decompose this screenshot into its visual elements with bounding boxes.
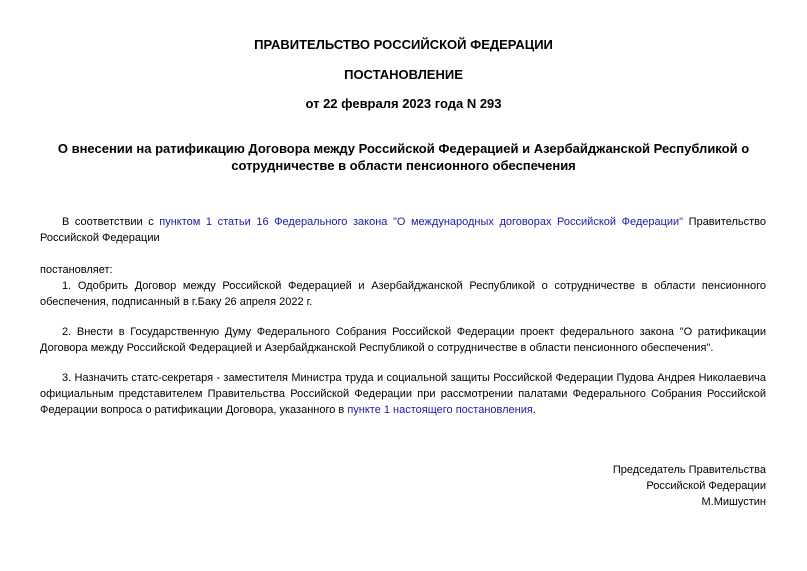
- document-title: О внесении на ратификацию Договора между Российской Федерацией и Азербайджанской Республикой о сотрудничестве в области пенсионного обеспечения: [57, 141, 750, 173]
- item-3-text-end: .: [532, 404, 536, 416]
- date-number-heading: от 22 февраля 2023 года N 293: [305, 96, 502, 111]
- item-1-paragraph: 1. Одобрить Договор между Российской Федерацией и Азербайджанской Республикой о сотрудничестве в области пенсионного обеспечения, подписанный в г.Баку 26 апреля 2022 г.: [40, 280, 766, 308]
- item-1-reference-link[interactable]: пункте 1 настоящего постановления: [347, 404, 533, 416]
- signature-position: Председатель Правительства: [612, 464, 766, 476]
- signature-organization: Российской Федерации: [646, 480, 766, 492]
- preamble-text-end: Правительство Российской Федерации: [40, 216, 766, 244]
- item-3-paragraph: [40, 370, 766, 418]
- signature-name: М.Мишустин: [701, 496, 766, 508]
- item-3-text-start: 3. Назначить статс-секретаря - заместителя Министра труда и социальной защиты Российской Федерации Пудова Андрея Николаевича официальным представителем Правительства Российской Федерации при рассмотрении палатами Федерального Собрания Российской Федерации вопроса о ратификации Договора, указанного в: [40, 372, 766, 416]
- federal-law-link[interactable]: пунктом 1 статьи 16 Федерального закона "О международных договорах Российской Федерации": [159, 216, 684, 228]
- preamble-paragraph: [40, 214, 766, 246]
- document-type-heading: ПОСТАНОВЛЕНИЕ: [344, 67, 463, 82]
- government-heading: ПРАВИТЕЛЬСТВО РОССИЙСКОЙ ФЕДЕРАЦИИ: [254, 37, 553, 52]
- resolves-label: постановляет:: [40, 264, 113, 276]
- preamble-text-start: В соответствии с: [62, 216, 160, 228]
- signature-block: [613, 462, 766, 510]
- item-2-paragraph: 2. Внести в Государственную Думу Федерального Собрания Российской Федерации проект федерального закона "О ратификации Договора между Российской Федерацией и Азербайджанской Республикой о сотрудничестве в области пенсионного обеспечения".: [40, 326, 766, 354]
